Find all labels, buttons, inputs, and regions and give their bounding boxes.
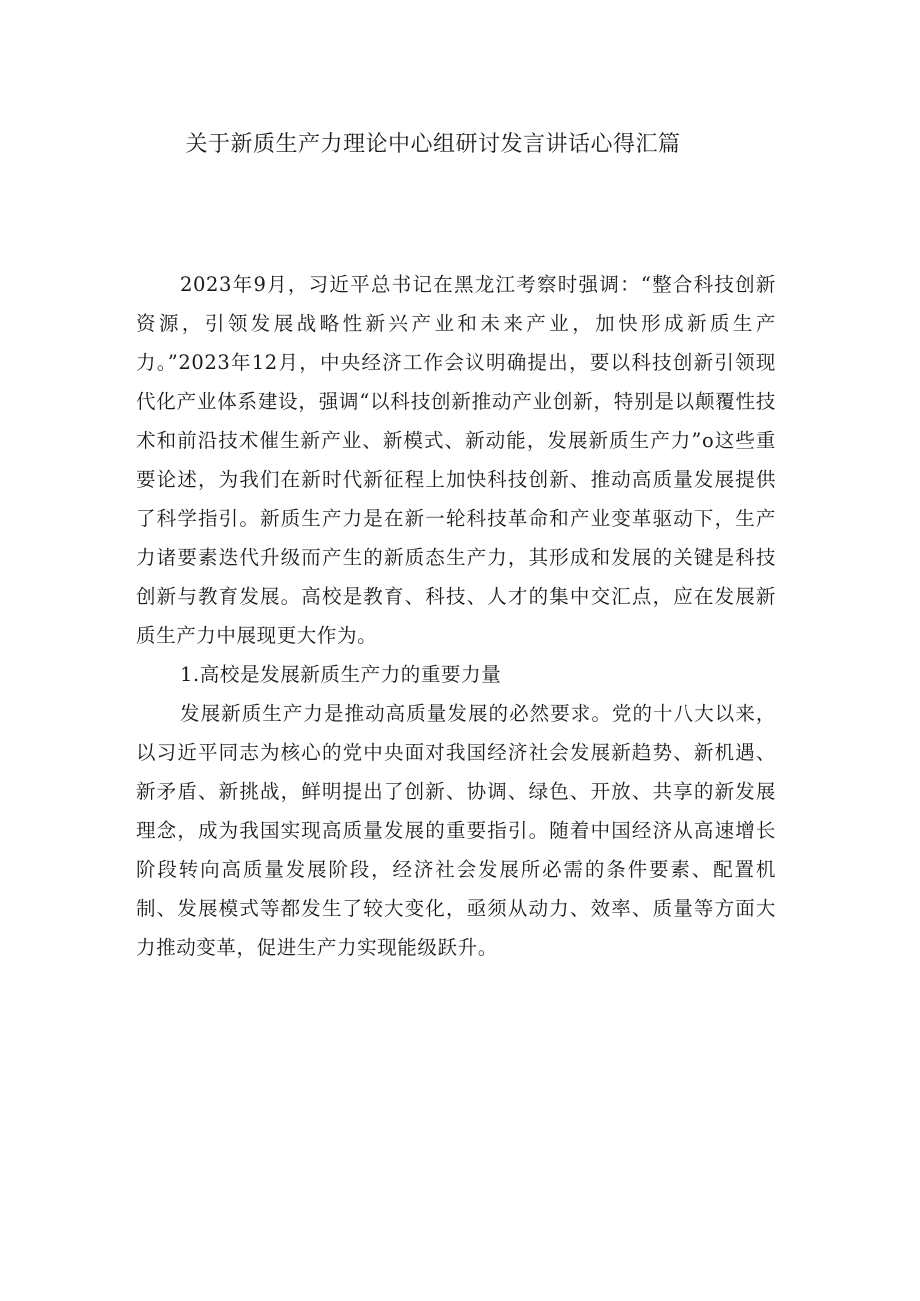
- intro-paragraph: 2023年9月，习近平总书记在黑龙江考察时强调：“整合科技创新资源，引领发展战略性新兴产业和未来产业，加快形成新质生产力。”2023年12月，中央经济工作会议明确提出，要以科技创新引领现代化产业体系建设，强调“以科技创新推动产业创新，特别是以颠覆性技术和前沿技术催生新产业、新模式、新动能，发展新质生产力”o这些重要论述，为我们在新时代新征程上加快科技创新、推动高质量发展提供了科学指引。新质生产力是在新一轮科技革命和产业变革驱动下，生产力诸要素迭代升级而产生的新质态生产力，其形成和发展的关键是科技创新与教育发展。高校是教育、科技、人才的集中交汇点，应在发展新质生产力中展现更大作为。: [136, 273, 776, 647]
- document-body: [136, 265, 776, 967]
- section-heading: 1.高校是发展新质生产力的重要力量: [180, 663, 502, 686]
- section-paragraph: 发展新质生产力是推动高质量发展的必然要求。党的十八大以来，以习近平同志为核心的党中央面对我国经济社会发展新趋势、新机遇、新矛盾、新挑战，鲜明提出了创新、协调、绿色、开放、共享的新发展理念，成为我国实现高质量发展的重要指引。随着中国经济从高速增长阶段转向高质量发展阶段，经济社会发展所必需的条件要素、配置机制、发展模式等都发生了较大变化，亟须从动力、效率、质量等方面大力推动变革，促进生产力实现能级跃升。: [136, 702, 776, 959]
- document-title: 关于新质生产力理论中心组研讨发言讲话心得汇篇: [185, 132, 681, 157]
